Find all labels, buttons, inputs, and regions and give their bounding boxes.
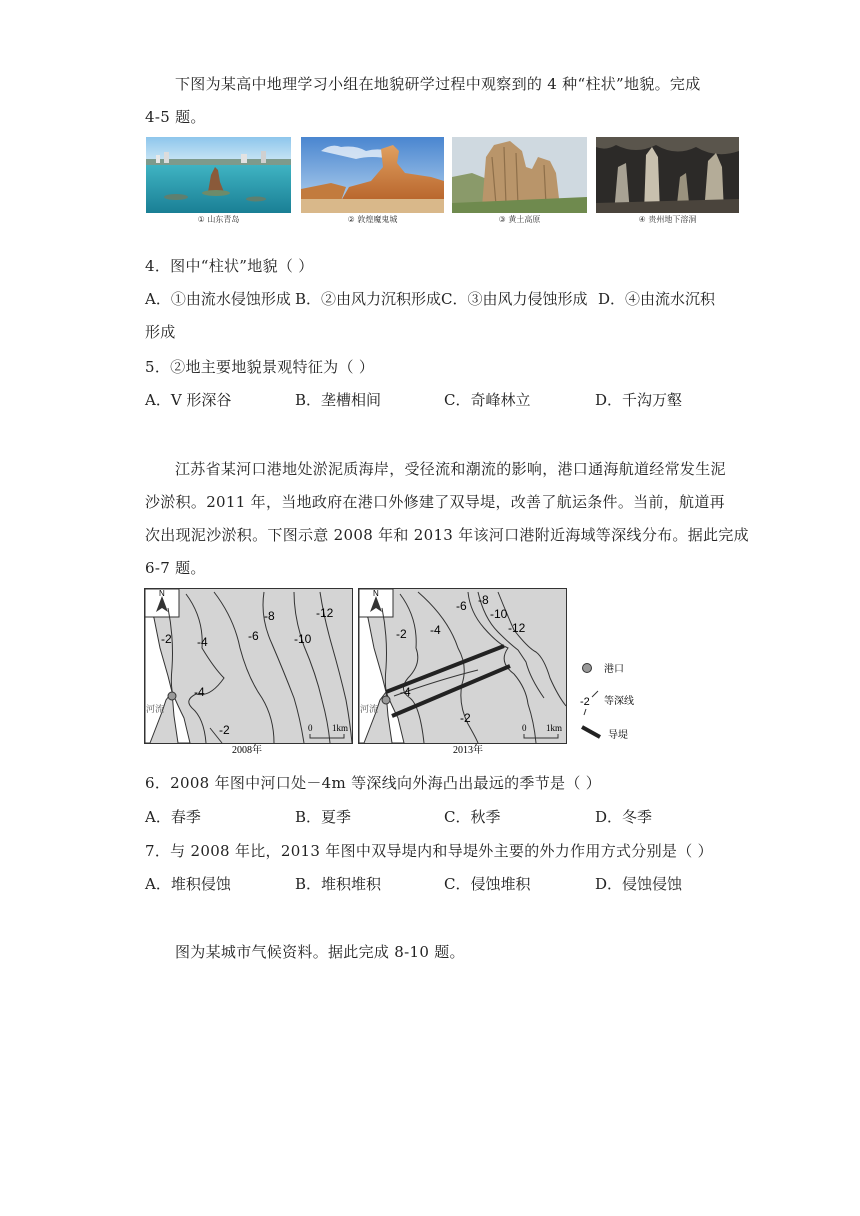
contour-label: -4 — [430, 623, 441, 637]
legend-contour-label: 等深线 — [604, 696, 634, 707]
dike-legend-icon — [582, 727, 600, 737]
contour-label: -4 — [197, 635, 208, 649]
contour-label: -2 — [396, 627, 407, 641]
legend-contour-value: -2 — [580, 696, 590, 708]
contour-label: -4 — [194, 685, 205, 699]
photo-caption: ① 山东青岛 — [146, 213, 291, 226]
question-4-stem: 4．图中“柱状”地貌（ ） — [145, 257, 314, 275]
question-5-stem: 5．②地主要地貌景观特征为（ ） — [145, 358, 375, 376]
q7-option-b[interactable]: B．堆积堆积 — [295, 875, 382, 893]
q7-option-d[interactable]: D．侵蚀侵蚀 — [595, 875, 683, 893]
intro-text-line: 下图为某高中地理学习小组在地貌研学过程中观察到的 4 种“柱状”地貌。完成 — [175, 75, 701, 93]
question-6-stem: 6．2008 年图中河口处－4m 等深线向外海凸出最远的季节是（ ） — [145, 774, 601, 792]
q5-option-a[interactable]: A．V 形深谷 — [145, 391, 232, 409]
intro-text-line: 6-7 题。 — [145, 559, 206, 577]
scale-zero: 0 — [308, 723, 313, 733]
sea-stack-image — [146, 137, 291, 213]
intro-text-line: 次出现泥沙淤积。下图示意 2008 年和 2013 年该河口港附近海域等深线分布。据此完成 — [145, 526, 749, 544]
intro-text-line: 4-5 题。 — [145, 108, 206, 126]
intro-text-line: 江苏省某河口港地处淤泥质海岸，受径流和潮流的影响，港口通海航道经常发生泥 — [175, 460, 726, 478]
river-label: 河流 — [360, 704, 379, 714]
loess-pillar-image — [452, 137, 587, 213]
contour-label: -8 — [264, 609, 275, 623]
q6-option-c[interactable]: C．秋季 — [444, 808, 501, 826]
photo-dunhuang — [301, 137, 444, 226]
scale-km: 1km — [546, 723, 563, 733]
map-2008 — [144, 588, 354, 754]
question-7-stem: 7．与 2008 年比，2013 年图中双导堤内和导堤外主要的外力作用方式分别是（ ） — [145, 842, 713, 860]
q4-option-d-continued: 形成 — [145, 323, 176, 341]
q4-option-b[interactable]: B．②由风力沉积形成 — [295, 290, 442, 308]
q7-option-a[interactable]: A．堆积侵蚀 — [145, 875, 231, 893]
photo-caption: ③ 黄土高原 — [452, 213, 587, 226]
river-label: 河流 — [146, 704, 165, 714]
map-2013 — [358, 588, 568, 754]
port-legend-icon — [583, 664, 592, 673]
photo-caption: ④ 贵州地下溶洞 — [596, 213, 739, 226]
q5-option-b[interactable]: B．垄槽相间 — [295, 391, 382, 409]
q5-option-c[interactable]: C．奇峰林立 — [444, 391, 531, 409]
q4-option-c[interactable]: C．③由风力侵蚀形成 — [441, 290, 588, 308]
contour-label: -2 — [460, 711, 471, 725]
legend-port-label: 港口 — [604, 664, 624, 675]
contour-label: -12 — [316, 606, 334, 620]
contour-label: -8 — [478, 593, 489, 607]
scale-km: 1km — [332, 723, 349, 733]
contour-legend-icon — [592, 691, 598, 697]
intro-text-line: 图为某城市气候资料。据此完成 8-10 题。 — [175, 943, 465, 961]
legend-dike-label: 导堤 — [608, 730, 628, 741]
contour-label: -6 — [248, 629, 259, 643]
map-year-label: 2008年 — [232, 745, 262, 754]
map-year-label: 2013年 — [453, 745, 483, 754]
photo-loess — [452, 137, 587, 226]
q6-option-d[interactable]: D．冬季 — [595, 808, 653, 826]
q6-option-b[interactable]: B．夏季 — [295, 808, 352, 826]
contour-label: -2 — [161, 632, 172, 646]
map-legend — [580, 655, 660, 745]
intro-text-line: 沙淤积。2011 年，当地政府在港口外修建了双导堤，改善了航运条件。当前，航道再 — [145, 493, 725, 511]
contour-label: -12 — [508, 621, 526, 635]
north-label: N — [373, 589, 379, 598]
cave-stalagmite-image — [596, 137, 739, 213]
q6-option-a[interactable]: A．春季 — [145, 808, 201, 826]
q7-option-c[interactable]: C．侵蚀堆积 — [444, 875, 531, 893]
yardang-image — [301, 137, 444, 213]
photo-caption: ② 敦煌魔鬼城 — [301, 213, 444, 226]
contour-label: -10 — [490, 607, 508, 621]
q4-option-a[interactable]: A．①由流水侵蚀形成 — [145, 290, 291, 308]
q4-option-d[interactable]: D．④由流水沉积 — [598, 290, 716, 308]
scale-zero: 0 — [522, 723, 527, 733]
north-label: N — [159, 589, 165, 598]
photo-guizhou-cave — [596, 137, 739, 226]
contour-label: -4 — [400, 685, 411, 699]
contour-label: -2 — [219, 723, 230, 737]
q5-option-d[interactable]: D．千沟万壑 — [595, 391, 683, 409]
contour-label: -6 — [456, 599, 467, 613]
contour-label: -10 — [294, 632, 312, 646]
photo-qingdao — [146, 137, 291, 226]
